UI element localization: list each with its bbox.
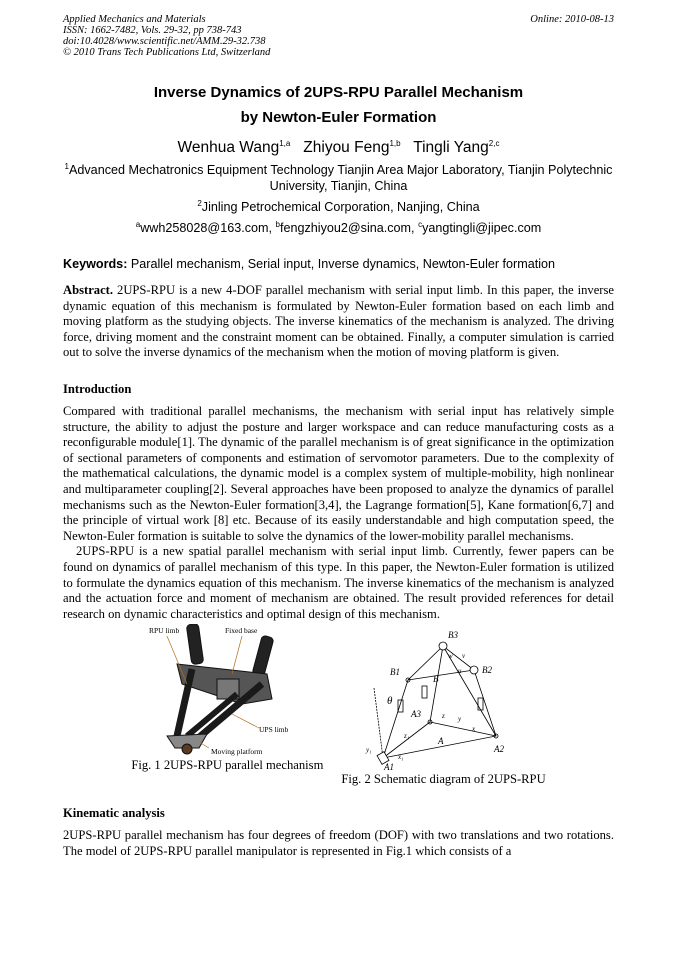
- intro-paragraph-2: 2UPS-RPU is a new spatial parallel mechanism with serial input limb. Currently, fewer papers can be found on dynamics of parallel mechanism of this type. In this paper, the Newton-Euler formation is utilized to formulate the dynamics equation of this mechanism. The inverse kinematics of the mechanism is analyzed and the actuation force and moment of mechanism are obtained. The result provided references for detail research on dynamic characteristics and optimal design of this mechanism.: [63, 544, 614, 621]
- label-rpu-limb: RPU limb: [149, 626, 180, 636]
- author-name: Tingli Yang: [413, 139, 489, 156]
- label-theta: θ: [386, 695, 392, 708]
- abstract-text: 2UPS-RPU is a new 4-DOF parallel mechanism with serial input limb. In this paper, the inverse dynamic equation of this mechanism is formulated by Newton-Euler formation based on each limb and moving platform as the studying objects. The inverse kinematics of the mechanism is analyzed. The driving force, driving moment and the constraint moment can be obtained. Finally, a computer simulation is carried out to solve the inverse dynamics of the mechanism when the motion of moving platform is given.: [63, 283, 614, 360]
- figure-2: [341, 624, 545, 787]
- aff-sup: 1: [64, 161, 69, 171]
- author-name: Wenhua Wang: [177, 139, 280, 156]
- figure-1-caption: Fig. 1 2UPS-RPU parallel mechanism: [131, 758, 324, 773]
- author-sup: 1,b: [389, 138, 401, 148]
- copyright: © 2010 Trans Tech Publications Ltd, Switzerland: [63, 47, 271, 58]
- label-z1: z₁: [403, 732, 409, 741]
- author-name: Zhiyou Feng: [303, 139, 390, 156]
- doi: doi:10.4028/www.scientific.net/AMM.29-32.738: [63, 36, 266, 47]
- email: wwh258028@163.com,: [140, 221, 276, 235]
- journal-info: [63, 14, 270, 58]
- keywords-label: Keywords:: [63, 257, 128, 271]
- label-a: A: [437, 736, 444, 747]
- online-date: Online: 2010-08-13: [530, 14, 614, 25]
- figure-2-caption: Fig. 2 Schematic diagram of 2UPS-RPU: [341, 772, 546, 787]
- label-x1: x₁: [397, 753, 404, 762]
- label-x: x: [471, 725, 475, 734]
- title-line-2: by Newton-Euler Formation: [240, 109, 437, 126]
- label-v: v: [461, 652, 465, 661]
- label-z: z: [441, 712, 445, 721]
- affiliation-1: [63, 162, 614, 194]
- label-y1: y₁: [365, 746, 372, 755]
- aff-text: Jinling Petrochemical Corporation, Nanjing, China: [201, 200, 480, 214]
- label-ups-limb: UPS limb: [259, 725, 289, 735]
- aff-text: Advanced Mechatronics Equipment Technology Tianjin Area Major Laboratory, Tianjin Polytechnic University, Tianjin, China: [68, 163, 613, 193]
- abstract-label: Abstract.: [63, 283, 114, 297]
- email-sup: b: [275, 219, 280, 229]
- keywords-text: Parallel mechanism, Serial input, Inverse dynamics, Newton-Euler formation: [127, 257, 556, 271]
- figure-2-schematic: [364, 624, 524, 770]
- authors: [63, 138, 614, 158]
- author-sup: 2,c: [488, 138, 500, 148]
- label-y: y: [457, 715, 461, 724]
- title-line-1: Inverse Dynamics of 2UPS-RPU Parallel Mechanism: [153, 84, 524, 101]
- aff-sup: 2: [197, 198, 202, 208]
- label-w: w: [447, 652, 453, 661]
- label-a2: A2: [493, 744, 504, 755]
- section-heading: Kinematic analysis: [63, 806, 165, 821]
- label-fixed-base: Fixed base: [225, 626, 258, 636]
- label-b3: B3: [447, 630, 458, 641]
- figure-1-mechanism: [147, 624, 307, 756]
- affiliation-2: [63, 199, 614, 215]
- section-heading: Introduction: [63, 381, 132, 396]
- label-b2: B2: [481, 665, 492, 676]
- author-sup: 1,a: [279, 138, 291, 148]
- keywords: [63, 256, 614, 272]
- email-sup: c: [418, 219, 423, 229]
- figure-1: [131, 624, 323, 787]
- label-b: B: [432, 674, 439, 685]
- label-b1: B1: [389, 667, 400, 678]
- label-a1: A1: [383, 762, 394, 771]
- label-a3: A3: [410, 709, 421, 720]
- email-sup: a: [135, 219, 141, 229]
- label-moving-platform: Moving platform: [211, 747, 263, 757]
- abstract: [63, 283, 614, 361]
- emails: [63, 220, 614, 236]
- figures-row: [63, 624, 614, 787]
- kinematic-paragraph: 2UPS-RPU parallel mechanism has four degrees of freedom (DOF) with two translations and two rotations. The model of 2UPS-RPU parallel manipulator is represented in Fig.1 which consists of a: [63, 828, 614, 858]
- journal-name: Applied Mechanics and Materials: [63, 14, 206, 25]
- intro-paragraph-1: Compared with traditional parallel mechanisms, the mechanism with serial input has relatively simple structure, the ability to adjust the posture and larger workspace and can reduce manufacturing costs as a reconfigurable module[1]. The dynamic of the parallel mechanism is of great significance in the optimization of sectional parameters of components and estimation of servomotor parameters. Due to the complexity of the mathematical calculations, the dynamic model is a complex system of multiple-mobility, high nonlinear and multiparameter coupling[2]. Several approaches have been proposed to analyze the dynamics of parallel mechanisms such as the Newton-Euler formation[3,4], the Lagrange formation[5], Kane formation[6,7] and the principle of virtual work [8] etc. Because of its easily understandable and high computation speed, the Newton-Euler formation is suitable to solve the dynamics of the lower-mobility parallel mechanisms.: [63, 403, 614, 543]
- label-u: u: [457, 667, 462, 676]
- issn: ISSN: 1662-7482, Vols. 29-32, pp 738-743: [63, 25, 242, 36]
- email: fengzhiyou2@sina.com,: [279, 221, 419, 235]
- email: yangtingli@jipec.com: [422, 221, 542, 235]
